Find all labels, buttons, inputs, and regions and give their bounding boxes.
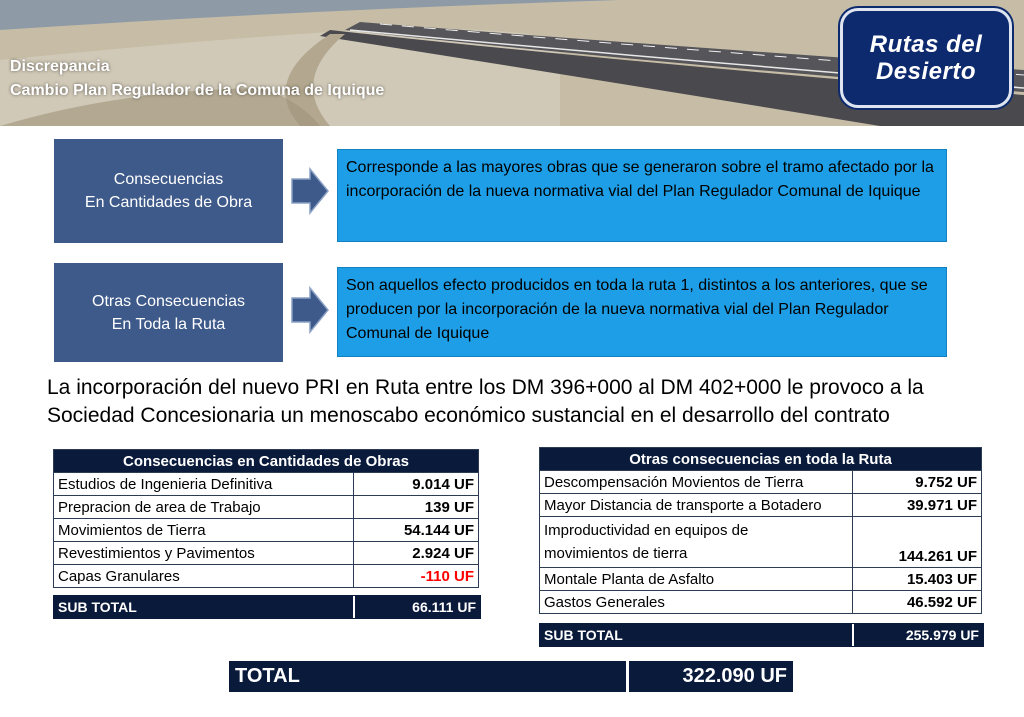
consequence-label-1a: Consecuencias: [113, 171, 224, 188]
table-header: [54, 450, 479, 473]
arrow-right-icon: [290, 167, 330, 215]
row-item: Mayor Distancia de transporte a Botadero: [540, 494, 853, 517]
row-value: 144.261 UF: [853, 517, 982, 568]
row-item: Prepracion de area de Trabajo: [54, 496, 354, 519]
impact-statement: La incorporación del nuevo PRI en Ruta entre los DM 396+000 al DM 402+000 le provoco a la Sociedad Concesionaria un menoscabo económico sustancial en el desarrollo del contrato: [47, 376, 924, 427]
logo-line-1: Rutas del: [869, 31, 983, 58]
row-value: 9.752 UF: [853, 471, 982, 494]
subtotal-label: SUB TOTAL: [540, 624, 854, 646]
consequence-label-2b: En Toda la Ruta: [111, 315, 226, 333]
row-value: 46.592 UF: [853, 591, 982, 614]
row-item: Estudios de Ingenieria Definitiva: [54, 473, 354, 496]
table-row: [540, 517, 982, 568]
logo-line-2: Desierto: [875, 58, 977, 85]
table-ruta-title: Otras consecuencias en toda la Ruta: [540, 448, 982, 471]
header-banner: [0, 0, 1024, 126]
row-item: Montale Planta de Asfalto: [540, 568, 853, 591]
arrow-right-icon: [290, 286, 330, 334]
consequence-desc-obras: Corresponde a las mayores obras que se generaron sobre el tramo afectado por la incorporación de la nueva normativa vial del Plan Regulador Comunal de Iquique: [337, 149, 947, 242]
table-header: [540, 448, 982, 471]
consequence-box-obras: [54, 139, 283, 243]
total-label: TOTAL: [229, 661, 629, 692]
table-row: [54, 496, 479, 519]
banner-title: [10, 55, 384, 103]
row-item: Descompensación Movientos de Tierra: [540, 471, 853, 494]
consequence-box-ruta: [54, 263, 283, 362]
consequence-label-1b: En Cantidades de Obra: [84, 194, 253, 211]
table-row: [540, 494, 982, 517]
row-item: Gastos Generales: [540, 591, 853, 614]
row-item: Capas Granulares: [54, 565, 354, 588]
table-row: [540, 471, 982, 494]
total-value: 322.090 UF: [682, 665, 787, 687]
subtotal-label: SUB TOTAL: [54, 596, 355, 618]
banner-line-2: Cambio Plan Regulador de la Comuna de Iquique: [10, 82, 385, 99]
table-ruta: [539, 447, 982, 614]
subtotal-obras: [53, 595, 481, 619]
row-value: 2.924 UF: [354, 542, 479, 565]
row-item-line-2: movimientos de tierra: [544, 545, 688, 562]
row-item-line-1: Improductividad en equipos de: [544, 522, 749, 539]
row-item: [540, 517, 853, 568]
banner-line-1: Discrepancia: [10, 58, 110, 75]
row-value: 39.971 UF: [853, 494, 982, 517]
row-value: 139 UF: [354, 496, 479, 519]
rutas-del-desierto-logo: [840, 8, 1012, 108]
table-row: [54, 519, 479, 542]
row-value: 9.014 UF: [354, 473, 479, 496]
table-row: [54, 542, 479, 565]
grand-total: [229, 661, 793, 692]
table-obras-title: Consecuencias en Cantidades de Obras: [54, 450, 479, 473]
table-row: [540, 591, 982, 614]
subtotal-ruta: [539, 623, 984, 647]
table-row: [54, 473, 479, 496]
table-row: [540, 568, 982, 591]
row-value: 54.144 UF: [354, 519, 479, 542]
subtotal-value: 255.979 UF: [905, 627, 979, 643]
table-row: [54, 565, 479, 588]
table-obras: [53, 449, 479, 588]
row-item: Movimientos de Tierra: [54, 519, 354, 542]
subtotal-value: 66.111 UF: [412, 599, 476, 615]
row-value: 15.403 UF: [853, 568, 982, 591]
row-value-negative: -110 UF: [354, 565, 479, 588]
row-item: Revestimientos y Pavimentos: [54, 542, 354, 565]
consequence-desc-ruta: Son aquellos efecto producidos en toda la ruta 1, distintos a los anteriores, que se producen por la incorporación de la nueva normativa vial del Plan Regulador Comunal de Iquique: [337, 267, 947, 357]
consequence-label-2a: Otras Consecuencias: [92, 292, 245, 310]
